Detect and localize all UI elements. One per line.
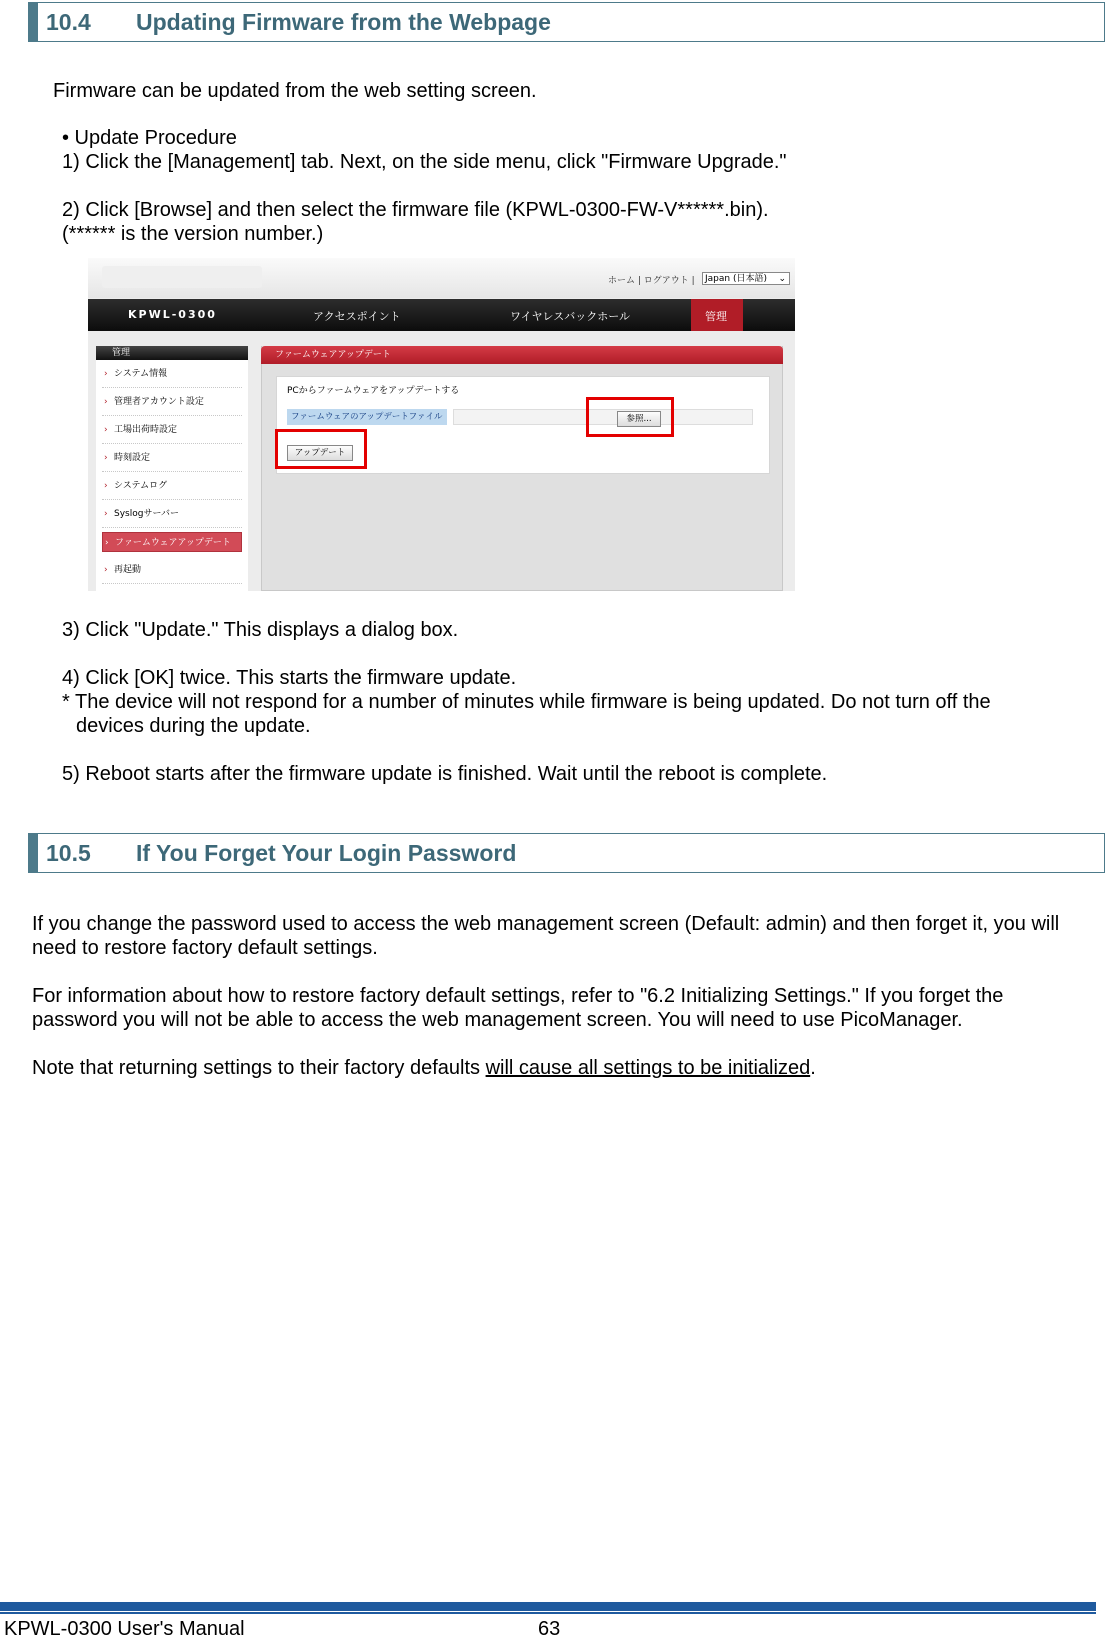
para-3 [32,1056,816,1080]
arrow-icon: › [104,369,108,379]
nav-access-point: アクセスポイント [313,310,401,323]
section-number: 10.4 [46,9,91,35]
nav-brand: KPWL-0300 [128,308,217,321]
arrow-icon: › [104,397,108,407]
side-item: › Syslogサーバー [102,500,242,528]
para-3-end: . [810,1057,816,1079]
step-2-note: (****** is the version number.) [62,223,324,245]
side-item: › システム情報 [102,360,242,388]
footer-rule-thin [0,1612,1096,1614]
side-menu-header: 管理 [96,346,248,360]
footer-rule-thick [0,1602,1096,1611]
step-2: 2) Click [Browse] and then select the firmware file (KPWL-0300-FW-V******.bin). [62,199,769,221]
para-2-line-2: password you will not be able to access the web management screen. You will need to use PicoManager. [32,1009,963,1031]
arrow-icon: › [105,538,109,548]
para-1-line-1: If you change the password used to access the web management screen (Default: admin) and then forget it, you will [32,913,1060,935]
section-title: Updating Firmware from the Webpage [136,9,551,35]
para-2-line-1: For information about how to restore factory default settings, refer to "6.2 Initializing Settings." If you forget the [32,985,1004,1007]
highlight-browse [586,397,674,437]
screenshot-nav [88,299,795,331]
highlight-update [275,429,367,469]
arrow-icon: › [104,425,108,435]
procedure-heading: • Update Procedure [62,127,237,149]
arrow-icon: › [104,565,108,575]
nav-management: 管理 [705,310,727,323]
main-panel-header: ファームウェアアップデート [261,346,783,364]
para-3-underlined: will cause all settings to be initialized [485,1057,811,1079]
arrow-icon: › [104,481,108,491]
section-header-10-5 [28,833,1105,873]
language-select: Japan (日本語) ⌄ [702,272,790,285]
step-4: 4) Click [OK] twice. This starts the firmware update. [62,667,517,689]
top-links: ホーム | ログアウト | [608,276,695,286]
side-item: › システムログ [102,472,242,500]
side-item: › 管理者アカウント設定 [102,388,242,416]
step-3: 3) Click "Update." This displays a dialog box. [62,619,459,641]
nav-wireless-backhaul: ワイヤレスバックホール [510,310,631,323]
section-accent-bar [28,2,38,42]
para-3-text: Note that returning settings to their factory defaults [32,1057,486,1079]
footer-page-number: 63 [538,1618,561,1640]
update-button: アップデート [287,445,353,461]
step-1: 1) Click the [Management] tab. Next, on the side menu, click "Firmware Upgrade." [62,151,787,173]
section-accent-bar [28,833,38,873]
screenshot-topbar [88,258,795,298]
step-5: 5) Reboot starts after the firmware update is finished. Wait until the reboot is complete. [62,763,828,785]
arrow-icon: › [104,453,108,463]
side-item-selected: › ファームウェアアップデート [102,532,242,552]
side-item: › 再起動 [102,556,242,584]
side-item: › 工場出荷時設定 [102,416,242,444]
logo-area [102,266,262,288]
para-1-line-2: need to restore factory default settings. [32,937,378,959]
step-4-note-cont: devices during the update. [76,715,311,737]
section-title: If You Forget Your Login Password [136,840,517,866]
browse-button: 参照... [617,411,661,427]
chevron-down-icon: ⌄ [778,274,786,284]
file-label: ファームウェアのアップデートファイル [287,409,447,425]
step-4-note: * The device will not respond for a number of minutes while firmware is being updated. Do not turn off the [62,691,991,713]
section-number: 10.5 [46,840,91,866]
intro-text: Firmware can be updated from the web setting screen. [53,80,537,102]
upload-box-title: PCからファームウェアをアップデートする [287,386,460,396]
screenshot-side-menu [96,346,248,591]
footer-manual-title: KPWL-0300 User's Manual [4,1618,245,1640]
side-item: › 時刻設定 [102,444,242,472]
firmware-screenshot [88,258,795,591]
section-header-10-4 [28,2,1105,42]
arrow-icon: › [104,509,108,519]
